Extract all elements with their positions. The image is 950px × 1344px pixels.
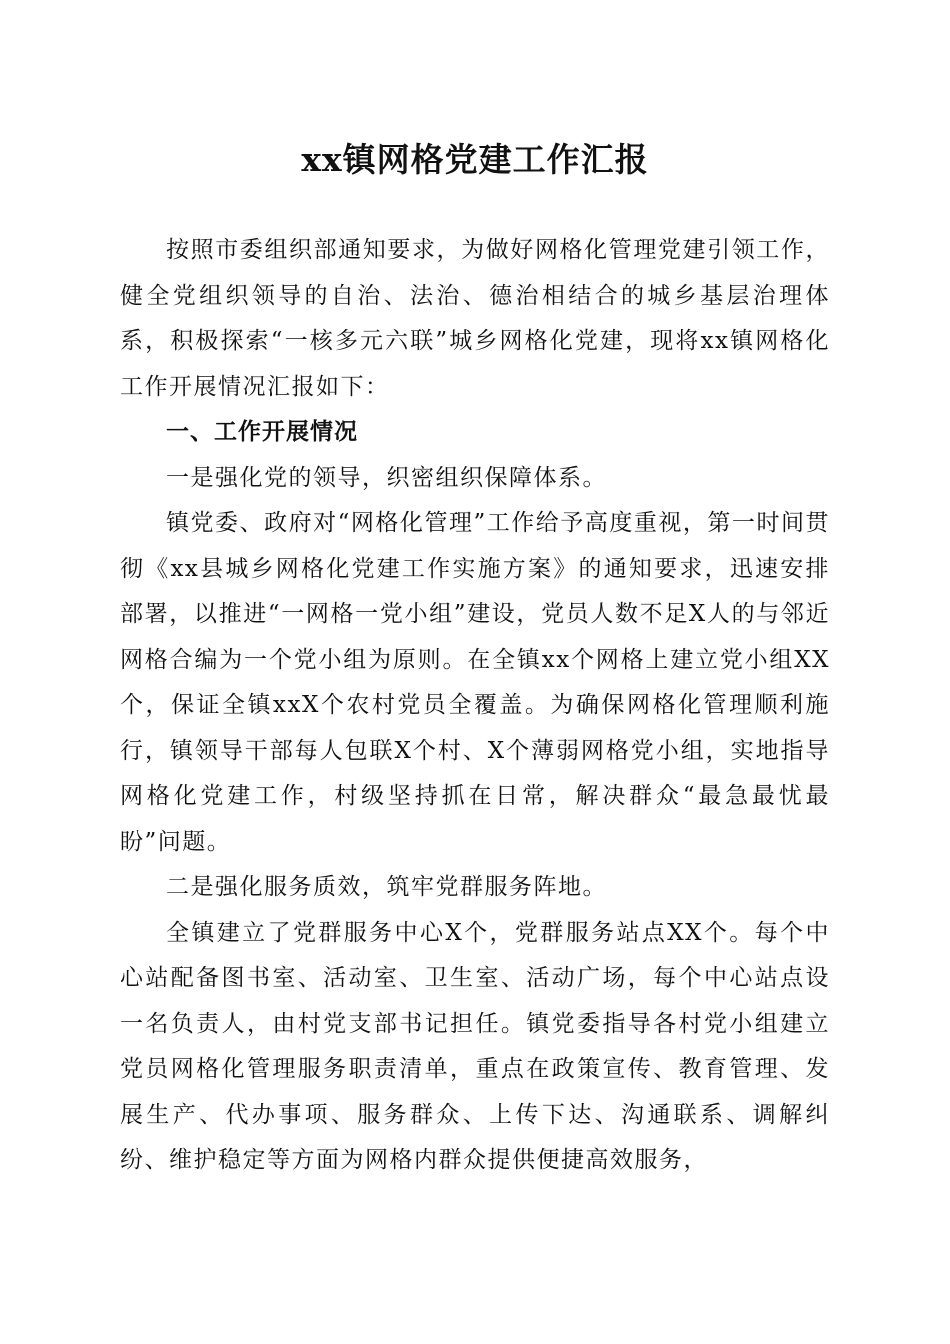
point-one-paragraph: 镇党委、政府对“网格化管理”工作给予高度重视，第一时间贯彻《xx县城乡网格化党建工作实施方案》的通知要求，迅速安排部署，以推进“一网格一党小组”建设，党员人数不足X人的与邻近网格合编为一个党小组为原则。在全镇xx个网格上建立党小组XX个，保证全镇xxX个农村党员全覆盖。为确保网格化管理顺利施行，镇领导干部每人包联X个村、X个薄弱网格党小组，实地指导网格化党建工作，村级坚持抓在日常，解决群众“最急最忧最盼”问题。: [120, 510, 830, 855]
point-one-heading: 一是强化党的领导，织密组织保障体系。: [166, 464, 607, 491]
section-heading: 一、工作开展情况: [166, 419, 358, 445]
point-two-paragraph: 全镇建立了党群服务中心X个，党群服务站点XX个。每个中心站配备图书室、活动室、卫生室、活动广场，每个中心站点设一名负责人，由村党支部书记担任。镇党委指导各村党小组建立党员网格化管理服务职责清单，重点在政策宣传、教育管理、发展生产、代办事项、服务群众、上传下达、沟通联系、调解纠纷、维护稳定等方面为网格内群众提供便捷高效服务，: [120, 919, 830, 1173]
document-body: [120, 228, 830, 1184]
document-title: xx镇网格党建工作汇报: [301, 140, 649, 179]
point-two-heading: 二是强化服务质效，筑牢党群服务阵地。: [166, 874, 607, 900]
intro-paragraph: 按照市委组织部通知要求，为做好网格化管理党建引领工作，健全党组织领导的自治、法治、德治相结合的城乡基层治理体系，积极探索“一核多元六联”城乡网格化党建，现将xx镇网格化工作开展情况汇报如下：: [120, 237, 830, 400]
